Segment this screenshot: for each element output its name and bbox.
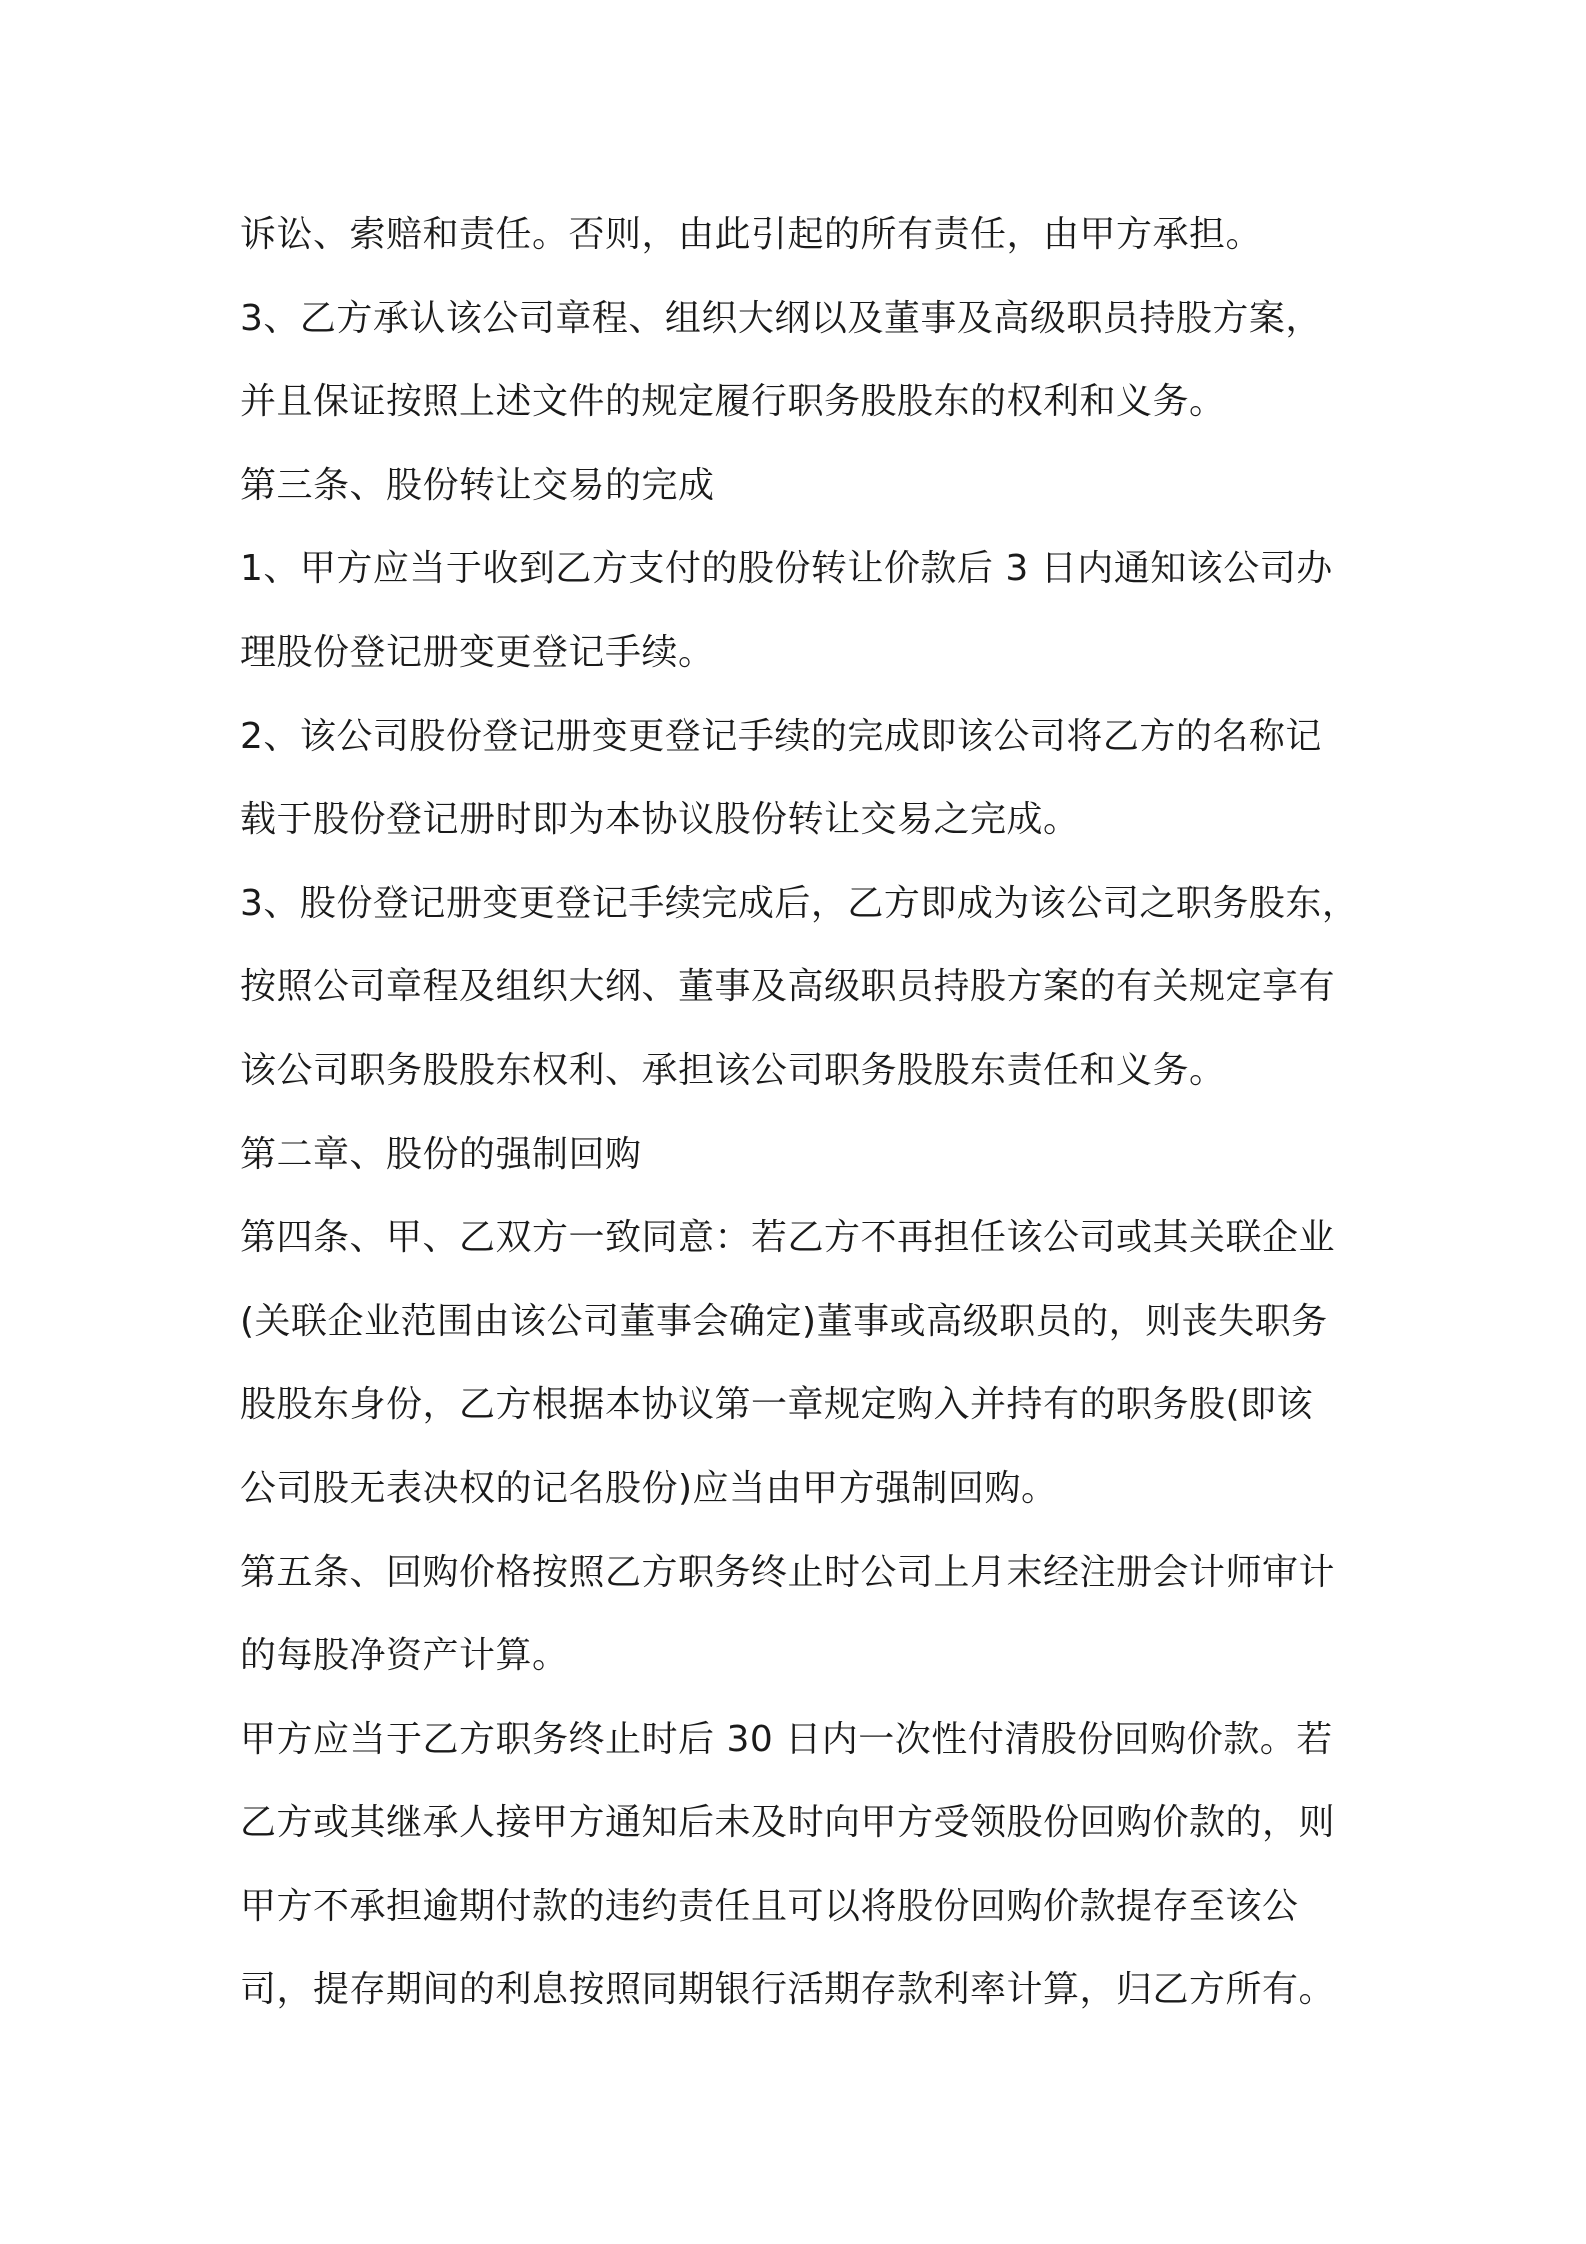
text-line: 1、甲方应当于收到乙方支付的股份转让价款后 3 日内通知该公司办 [240,548,1333,590]
text-line: 的每股净资产计算。 [240,1635,569,1677]
text-line: 第五条、回购价格按照乙方职务终止时公司上月末经注册会计师审计 [240,1551,1336,1593]
text-line: 按照公司章程及组织大纲、董事及高级职员持股方案的有关规定享有 [240,966,1336,1008]
text-line: 甲方不承担逾期付款的违约责任且可以将股份回购价款提存至该公 [240,1885,1299,1927]
text-line: 第四条、甲、乙双方一致同意：若乙方不再担任该公司或其关联企业 [240,1217,1336,1259]
section-heading: 第三条、股份转让交易的完成 [240,464,715,506]
text-line: 该公司职务股股东权利、承担该公司职务股股东责任和义务。 [240,1049,1226,1091]
text-line: 甲方应当于乙方职务终止时后 30 日内一次性付清股份回购价款。若 [240,1718,1333,1760]
text-line: 股股东身份，乙方根据本协议第一章规定购入并持有的职务股(即该 [240,1384,1314,1426]
text-line: 公司股无表决权的记名股份)应当由甲方强制回购。 [240,1467,1058,1509]
text-line: 理股份登记册变更登记手续。 [240,631,715,673]
text-line: 司，提存期间的利息按照同期银行活期存款利率计算，归乙方所有。 [240,1969,1336,2011]
text-line: 诉讼、索赔和责任。否则，由此引起的所有责任，由甲方承担。 [240,214,1263,255]
text-line: 载于股份登记册时即为本协议股份转让交易之完成。 [240,799,1080,841]
text-line: 3、乙方承认该公司章程、组织大纲以及董事及高级职员持股方案， [240,297,1322,339]
text-line: (关联企业范围由该公司董事会确定)董事或高级职员的，则丧失职务 [240,1300,1328,1342]
text-line: 3、股份登记册变更登记手续完成后，乙方即成为该公司之职务股东， [240,882,1359,924]
chapter-heading: 第二章、股份的强制回购 [240,1133,642,1175]
text-line: 并且保证按照上述文件的规定履行职务股股东的权利和义务。 [240,381,1226,423]
text-line: 乙方或其继承人接甲方通知后未及时向甲方受领股份回购价款的，则 [240,1802,1336,1844]
text-line: 2、该公司股份登记册变更登记手续的完成即该公司将乙方的名称记 [240,715,1322,757]
document-body [240,193,1375,2032]
